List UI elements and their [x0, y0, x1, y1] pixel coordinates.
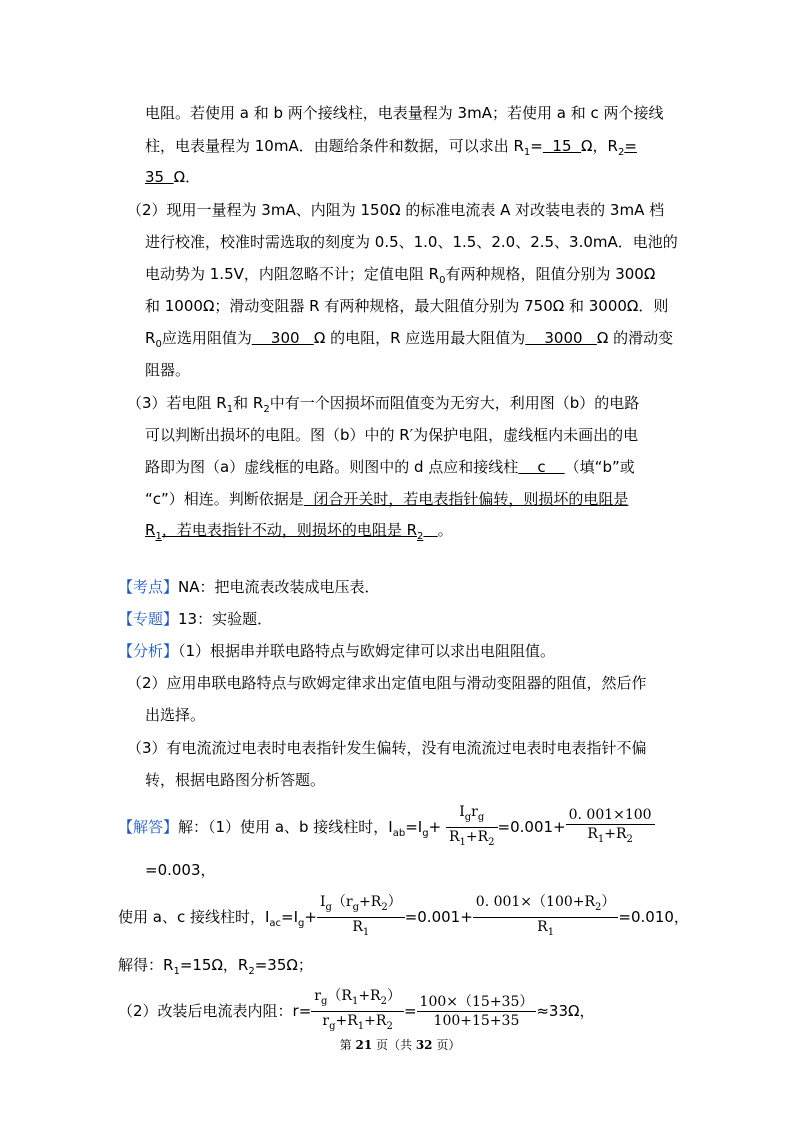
subscript: 1 [226, 404, 234, 415]
text: （2）应用串联电路特点与欧姆定律求出定值电阻与滑动变阻器的阻值，然后作 [127, 674, 647, 692]
text: Ω． [173, 168, 201, 186]
section-tag: 【考点】 [118, 578, 179, 596]
text: 电阻。若使用 a 和 b 两个接线柱，电表量程为 3mA；若使用 a 和 c 两个接线 [145, 104, 664, 122]
answer-blank: 15 [542, 137, 582, 155]
text: =35Ω； [254, 956, 313, 974]
text: 有两种规格，阻值分别为 300Ω [445, 265, 656, 283]
fraction-denominator: $R_1+R_2$ [587, 825, 633, 845]
text-line [145, 136, 637, 163]
text-line [145, 328, 673, 355]
text: ≈33Ω， [536, 1001, 595, 1020]
text: Ω，R [581, 137, 618, 155]
text: =0.001+ [404, 907, 473, 926]
text-line [118, 987, 594, 1036]
subscript: 1 [155, 531, 162, 542]
text: =0.010， [618, 907, 689, 926]
fraction [317, 893, 405, 942]
text: = [403, 1001, 417, 1020]
text: 使用 a、c 接线柱时，I [118, 907, 270, 926]
page-number: 21 [355, 1038, 373, 1052]
fraction [446, 803, 498, 852]
section-tag: 【解答】 [118, 817, 179, 836]
text: = [530, 137, 543, 155]
fraction-numerator: 100×（15+35） [417, 993, 537, 1012]
text: 路即为图（a）虚线框的电路。则图中的 d 点应和接线柱 [145, 458, 519, 476]
answer-blank [423, 521, 437, 539]
fraction [566, 806, 655, 849]
text: NA：把电流表改装成电压表． [178, 578, 380, 596]
subscript: 1 [173, 966, 180, 977]
text: Ω 的滑动变 [596, 329, 674, 347]
text-line [145, 167, 200, 187]
text-line [145, 520, 453, 547]
fraction-numerator: 0. $001\times(100+R_2)$ [473, 893, 619, 918]
text-line [145, 264, 655, 291]
text-line [145, 705, 205, 725]
text: （填“b”或 [564, 458, 635, 476]
text: 转，根据电路图分析答题。 [145, 771, 326, 789]
text-line [127, 738, 647, 758]
text: 柱，电表量程为 10mA．由题给条件和数据，可以求出 R [145, 137, 524, 155]
text-line [145, 860, 216, 880]
text: =0.003， [145, 861, 216, 879]
text: 和 1000Ω；滑动变阻器 R 有两种规格，最大阻值分别为 750Ω 和 3000Ω．则 [145, 297, 669, 315]
subscript: 2 [263, 404, 270, 415]
kaodian-line [118, 577, 380, 597]
text: 。 [437, 521, 453, 539]
text: 可以判断出损坏的电阻。图（b）中的 R′为保护电阻，虚线框内未画出的电 [145, 426, 639, 444]
text: （2）现用一量程为 3mA、内阻为 150Ω 的标准电流表 A 对改装电表的 3mA 档 [127, 201, 665, 219]
text-line [145, 425, 638, 445]
text: 出选择。 [145, 706, 206, 724]
text-line [145, 457, 635, 477]
text: （3）有电流流过电表时电表指针发生偏转，没有电流流过电表时电表指针不偏 [127, 739, 647, 757]
fraction-numerator: 0. 001×100 [566, 806, 655, 825]
text: = [624, 137, 637, 155]
text: 中有一个因损坏而阻值变为无穷大，利用图（b）的电路 [269, 394, 640, 412]
text: （3）若电阻 R [127, 394, 227, 412]
fraction-denominator: 100+15+35 [433, 1012, 520, 1029]
text-line [145, 489, 628, 509]
subscript: g [298, 917, 305, 929]
text-line [127, 673, 647, 693]
text-line [127, 393, 639, 420]
section-tag: 【分析】 [118, 642, 179, 660]
text: + [428, 817, 442, 836]
text-line [145, 770, 325, 790]
page-footer: 第 21 页（共 32 页） [339, 1038, 461, 1052]
text: =0.001+ [497, 817, 566, 836]
subscript: ac [269, 917, 282, 929]
fraction [311, 987, 404, 1036]
text: 应选用阻值为 [161, 329, 252, 347]
text-line [145, 232, 678, 252]
answer-blank: 300 [251, 329, 314, 347]
text: 13：实验题． [178, 610, 273, 628]
text: 阻器。 [145, 361, 191, 379]
subscript: 0 [155, 339, 162, 350]
subscript: 2 [617, 147, 625, 158]
subscript: 2 [417, 531, 424, 542]
answer-blank: c [518, 458, 565, 476]
section-tag: 【专题】 [118, 610, 179, 628]
text: =I [281, 907, 299, 926]
text-line [145, 103, 663, 123]
fraction [417, 993, 537, 1030]
subscript: 1 [523, 147, 531, 158]
fraction-denominator: $R_1$ [537, 918, 555, 938]
text: （2）改装后电流表内阻：r= [118, 1001, 312, 1020]
subscript: 0 [439, 275, 446, 286]
answer-blank: 闭合开关时，若电表指针偏转，则损坏的电阻是 [303, 490, 629, 508]
jieda-line [118, 803, 655, 855]
subscript: ab [392, 827, 406, 839]
text: =15Ω，R [179, 956, 249, 974]
text: “c”）相连。判断依据是 [145, 490, 304, 508]
text: 解：（1）使用 a、b 接线柱时，I [178, 817, 393, 836]
answer-blank: R [145, 521, 156, 539]
text-line [118, 955, 313, 982]
text: + [304, 907, 317, 926]
text: R [145, 329, 156, 347]
answer-blank: 35 [145, 168, 174, 186]
fraction [473, 893, 619, 942]
subscript: g [422, 827, 429, 839]
total-pages: 32 [415, 1038, 433, 1052]
text-line [145, 296, 668, 316]
text: =I [405, 817, 423, 836]
text: （1）根据串并联电路特点与欧姆定律可以求出电阻阻值。 [178, 642, 556, 660]
fraction-numerator: $I_g(r_g+R_2)$ [317, 893, 405, 918]
subscript: 2 [248, 966, 255, 977]
text: 和 R [233, 394, 264, 412]
text-line [145, 360, 190, 380]
fraction-numerator: $r_g(R_1+R_2)$ [311, 987, 404, 1012]
text: Ω 的电阻，R 应选用最大阻值为 [313, 329, 526, 347]
fraction-denominator: $R_1$ [352, 918, 370, 938]
text-line [127, 200, 664, 220]
text: 电动势为 1.5V，内阻忽略不计；定值电阻 R [145, 265, 440, 283]
text-line [118, 893, 689, 945]
answer-blank: 3000 [525, 329, 597, 347]
answer-blank: ，若电表指针不动，则损坏的电阻是 R [161, 521, 418, 539]
text: 进行校准，校准时需选取的刻度为 0.5、1.0、1.5、2.0、2.5、3.0mA．电池的 [145, 233, 678, 251]
text: 解得：R [118, 956, 174, 974]
fraction-denominator: $r_g+R_1+R_2$ [322, 1012, 393, 1032]
fenxi-line [118, 641, 555, 661]
fraction-denominator: $R_1+R_2$ [448, 828, 495, 848]
zhuanti-line [118, 609, 272, 629]
fraction-numerator: $I_gr_g$ [446, 803, 498, 828]
